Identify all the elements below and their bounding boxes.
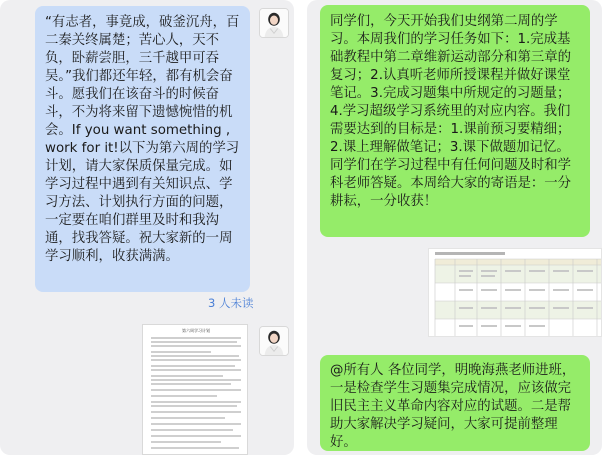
document-text-line (151, 401, 241, 403)
document-text-line (151, 405, 237, 407)
message-text: “有志者，事竟成，破釜沉舟，百二秦关终属楚；苦心人，天不负，卧薪尝胆，三千越甲可吞吴。”我们都还年轻，都有机会奋斗。愿我们在该奋斗的时候奋斗，不为将来留下遗憾惋惜的机会。If you want something ,work for it!以下为第六周的学习计划，请大家保质保量完成。如学习过程中遇到有关知识点、学习方法、计划执行方面的问题，一定要在咱们群里及时和我沟通，找我答疑。祝大家新的一周学习顺利，收获满满。 (45, 15, 240, 264)
document-text-line (151, 341, 237, 343)
message-bubble[interactable] (35, 6, 250, 292)
document-title: 第六周学习计划 (182, 328, 210, 333)
study-plan-document-preview[interactable] (142, 324, 248, 455)
document-text-line (151, 395, 217, 397)
document-text-line (151, 359, 241, 361)
unread-count-label[interactable]: 3 人未读 (208, 296, 254, 310)
document-text-line (151, 351, 211, 353)
document-text-line (151, 411, 241, 413)
right-chat-panel (307, 0, 602, 455)
spreadsheet-image-preview[interactable] (428, 248, 602, 337)
document-text-line (151, 447, 239, 449)
message-text: 同学们，今天开始我们史纲第二周的学习。本周我们的学习任务如下：1.完成基础教程中第二章维新运动部分和第三章的复习；2.认真听老师所授课程并做好课堂笔记。3.完成习题集中所规定的习题量；4.学习超级学习系统里的对应内容。我们需要达到的目标是：1.课前预习要精细；2.课上理解做笔记；3.课下做题加记忆。同学们在学习过程中有任何问题及时和学科老师答疑。本周给大家的寄语是：一分耕耘，一分收获！ (330, 14, 572, 209)
teacher-avatar-icon (260, 327, 288, 355)
document-text-line (151, 375, 223, 377)
document-text-line (151, 429, 233, 431)
avatar[interactable] (259, 326, 289, 356)
document-text-line (151, 423, 241, 425)
document-text-line (151, 355, 239, 357)
document-text-line (151, 383, 231, 385)
document-text-line (151, 365, 235, 367)
document-text-line (151, 435, 241, 437)
teacher-avatar-icon (260, 9, 288, 37)
document-text-line (151, 369, 241, 371)
document-text-line (151, 379, 241, 381)
document-text-line (151, 441, 221, 443)
message-bubble[interactable] (320, 5, 590, 237)
left-chat-panel (0, 0, 294, 455)
spreadsheet-table-icon (429, 249, 602, 337)
document-text-line (151, 345, 241, 347)
document-text-line (151, 389, 241, 391)
message-text: @所有人 各位同学，明晚海燕老师进班，一是检查学生习题集完成情况，应该做完旧民主主义革命内容对应的试题。二是帮助大家解决学习疑问，大家可提前整理好。 (330, 363, 576, 450)
document-text-line (151, 417, 225, 419)
avatar[interactable] (259, 8, 289, 38)
document-text-line (151, 337, 241, 339)
message-bubble[interactable] (320, 355, 590, 451)
